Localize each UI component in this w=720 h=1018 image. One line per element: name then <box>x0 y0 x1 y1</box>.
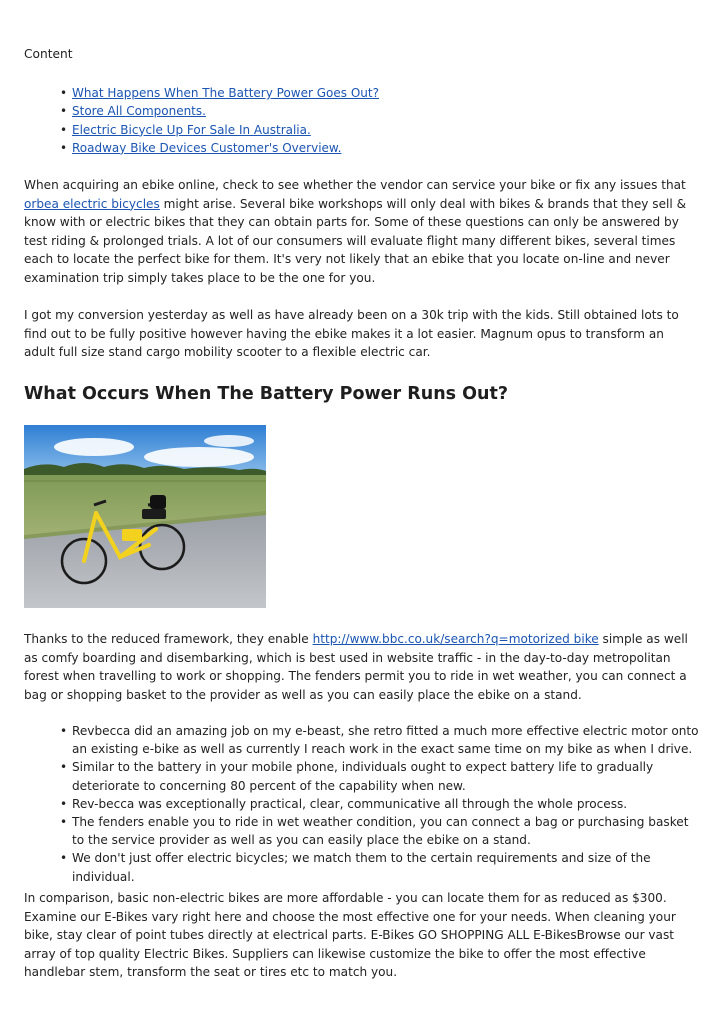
content-label: Content <box>24 47 73 61</box>
ebike-photo <box>24 425 266 608</box>
toc-link[interactable]: Electric Bicycle Up For Sale In Australia. <box>72 122 311 137</box>
bullet-list <box>60 722 700 886</box>
bbc-search-link[interactable]: http://www.bbc.co.uk/search?q=motorized bike <box>312 632 599 646</box>
paragraph-text: Thanks to the reduced framework, they enable <box>24 632 313 646</box>
section-heading: What Occurs When The Battery Power Runs Out? <box>24 384 509 404</box>
toc-link[interactable]: What Happens When The Battery Power Goes Out? <box>72 86 379 100</box>
table-of-contents <box>60 84 379 157</box>
toc-item[interactable] <box>60 139 379 157</box>
toc-link[interactable]: Roadway Bike Devices Customer's Overview. <box>72 140 342 155</box>
paragraph-intro <box>24 176 696 287</box>
paragraph-conversion: I got my conversion yesterday as well as have already been on a 30k trip with the kids. Still obtained lots to find out to be fully positive however having the ebike makes it a lot easier. Magnum opus to transform an adult full size stand cargo mobility scooter to a flexible electric car. <box>24 308 679 360</box>
toc-item[interactable] <box>60 84 379 102</box>
orbea-link[interactable]: orbea electric bicycles <box>24 196 160 211</box>
paragraph-text: might arise. Several bike workshops will only deal with bikes & brands that they sell & know with or electric bikes that they can obtain parts for. Some of these questions can only be answered by test riding & prolonged trials. A lot of our consumers will evaluate flight many different bikes, several times each to locate the perfect bike for them. It's very not likely that an ebike that you locate on-line and never examination trip simply takes place to be the one for you. <box>24 196 687 285</box>
list-item: • The fenders enable you to ride in wet weather condition, you can connect a bag or purchasing basket to the service provider as well as you can easily place the ebike on a stand. <box>60 813 700 849</box>
paragraph-text: simple as well as comfy boarding and disembarking, which is best used in website traffic - in the day-to-day metropolitan forest when travelling to work or shopping. The fenders permit you to ride in wet weather, you can connect a bag or shopping basket to the provider as well as you can easily place the ebike on a stand. <box>24 632 688 702</box>
list-item: • We don't just offer electric bicycles; we match them to the certain requirements and size of the individual. <box>60 849 700 885</box>
ebike-image <box>24 425 266 608</box>
toc-item[interactable] <box>60 102 379 120</box>
toc-item[interactable] <box>60 121 379 139</box>
list-item: • Revbecca did an amazing job on my e-beast, she retro fitted a much more effective electric motor onto an existing e-bike as well as currently I reach work in the exact same time on my bike as when I drive. <box>60 722 700 758</box>
paragraph-comparison: In comparison, basic non-electric bikes are more affordable - you can locate them for as reduced as $300. Examine our E-Bikes vary right here and choose the most effective one for your needs. When cleaning your bike, stay clear of point tubes directly at electrical parts. E-Bikes GO SHOPPING ALL E-BikesBrowse our vast array of top quality Electric Bikes. Suppliers can likewise customize the bike to offer the most effective handlebar stem, transform the seat or tires etc to match you. <box>24 891 676 980</box>
list-item: • Similar to the battery in your mobile phone, individuals ought to expect battery life to gradually deteriorate to concerning 80 percent of the capability when new. <box>60 758 700 794</box>
paragraph-framework <box>24 630 696 704</box>
paragraph-text: When acquiring an ebike online, check to see whether the vendor can service your bike or fix any issues that <box>24 178 686 192</box>
list-item: • Rev-becca was exceptionally practical, clear, communicative all through the whole process. <box>60 795 700 813</box>
toc-link[interactable]: Store All Components. <box>72 104 206 119</box>
